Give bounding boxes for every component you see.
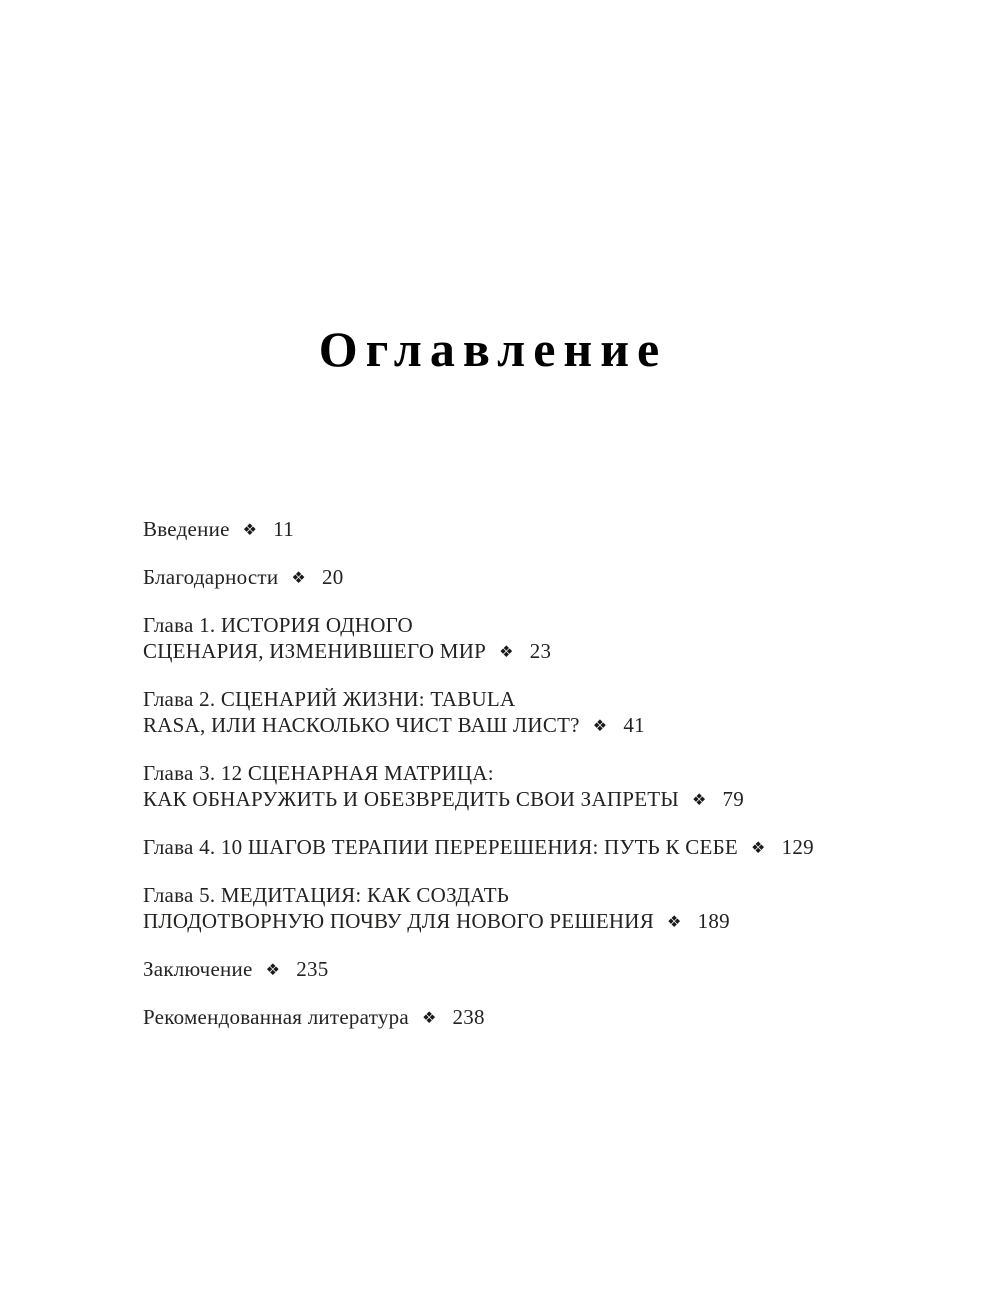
- entry-title: Рекомендованная литература: [143, 1005, 409, 1029]
- toc-entry-chapter-4: [143, 834, 963, 861]
- entry-title-line-1: Глава 5. МЕДИТАЦИЯ: КАК СОЗДАТЬ: [143, 883, 510, 907]
- entry-title-line-1: Глава 1. ИСТОРИЯ ОДНОГО: [143, 613, 413, 637]
- entry-page-number: 79: [722, 787, 745, 811]
- entry-title-line-1: Глава 3. 12 СЦЕНАРНАЯ МАТРИЦА:: [143, 761, 494, 785]
- diamond-separator-icon: ❖: [265, 960, 281, 979]
- entry-page-number: 41: [623, 713, 645, 737]
- diamond-separator-icon: ❖: [667, 912, 682, 931]
- entry-page-number: 20: [321, 565, 344, 589]
- entry-page-number: 189: [697, 909, 730, 933]
- entry-title: Введение: [143, 517, 230, 541]
- entry-title-line-2: СЦЕНАРИЯ, ИЗМЕНИВШЕГО МИР: [143, 639, 487, 663]
- page-title: Оглавление: [318, 321, 668, 377]
- entry-title: Благодарности: [143, 565, 279, 589]
- entry-page-number: 11: [273, 517, 295, 541]
- toc-entry-acknowledgements: [143, 564, 963, 591]
- entry-title-line-2: КАК ОБНАРУЖИТЬ И ОБЕЗВРЕДИТЬ СВОИ ЗАПРЕТЫ: [143, 787, 679, 811]
- diamond-separator-icon: ❖: [499, 642, 514, 661]
- diamond-separator-icon: ❖: [291, 568, 306, 587]
- toc-entry-recommended-literature: [143, 1004, 963, 1031]
- entry-page-number: 129: [781, 835, 814, 859]
- diamond-separator-icon: ❖: [242, 520, 258, 539]
- toc-entry-chapter-5: [143, 882, 963, 935]
- entry-title-line-1: Глава 2. СЦЕНАРИЙ ЖИЗНИ: TABULA: [143, 687, 516, 711]
- entry-title-line-2: ПЛОДОТВОРНУЮ ПОЧВУ ДЛЯ НОВОГО РЕШЕНИЯ: [143, 909, 654, 933]
- entry-page-number: 23: [529, 639, 552, 663]
- toc-entry-introduction: [143, 516, 963, 543]
- table-of-contents: [143, 516, 963, 1052]
- entry-title-line-2: RASA, ИЛИ НАСКОЛЬКО ЧИСТ ВАШ ЛИСТ?: [143, 713, 580, 737]
- entry-page-number: 238: [452, 1005, 485, 1029]
- toc-entry-conclusion: [143, 956, 963, 983]
- entry-title: Заключение: [143, 957, 253, 981]
- entry-title: Глава 4. 10 ШАГОВ ТЕРАПИИ ПЕРЕРЕШЕНИЯ: ПУТЬ К СЕБЕ: [143, 835, 738, 859]
- diamond-separator-icon: ❖: [750, 838, 766, 857]
- toc-entry-chapter-3: [143, 760, 963, 813]
- toc-entry-chapter-1: [143, 612, 963, 665]
- diamond-separator-icon: ❖: [691, 790, 707, 809]
- diamond-separator-icon: ❖: [421, 1008, 437, 1027]
- toc-entry-chapter-2: [143, 686, 963, 739]
- diamond-separator-icon: ❖: [592, 716, 608, 735]
- entry-page-number: 235: [296, 957, 329, 981]
